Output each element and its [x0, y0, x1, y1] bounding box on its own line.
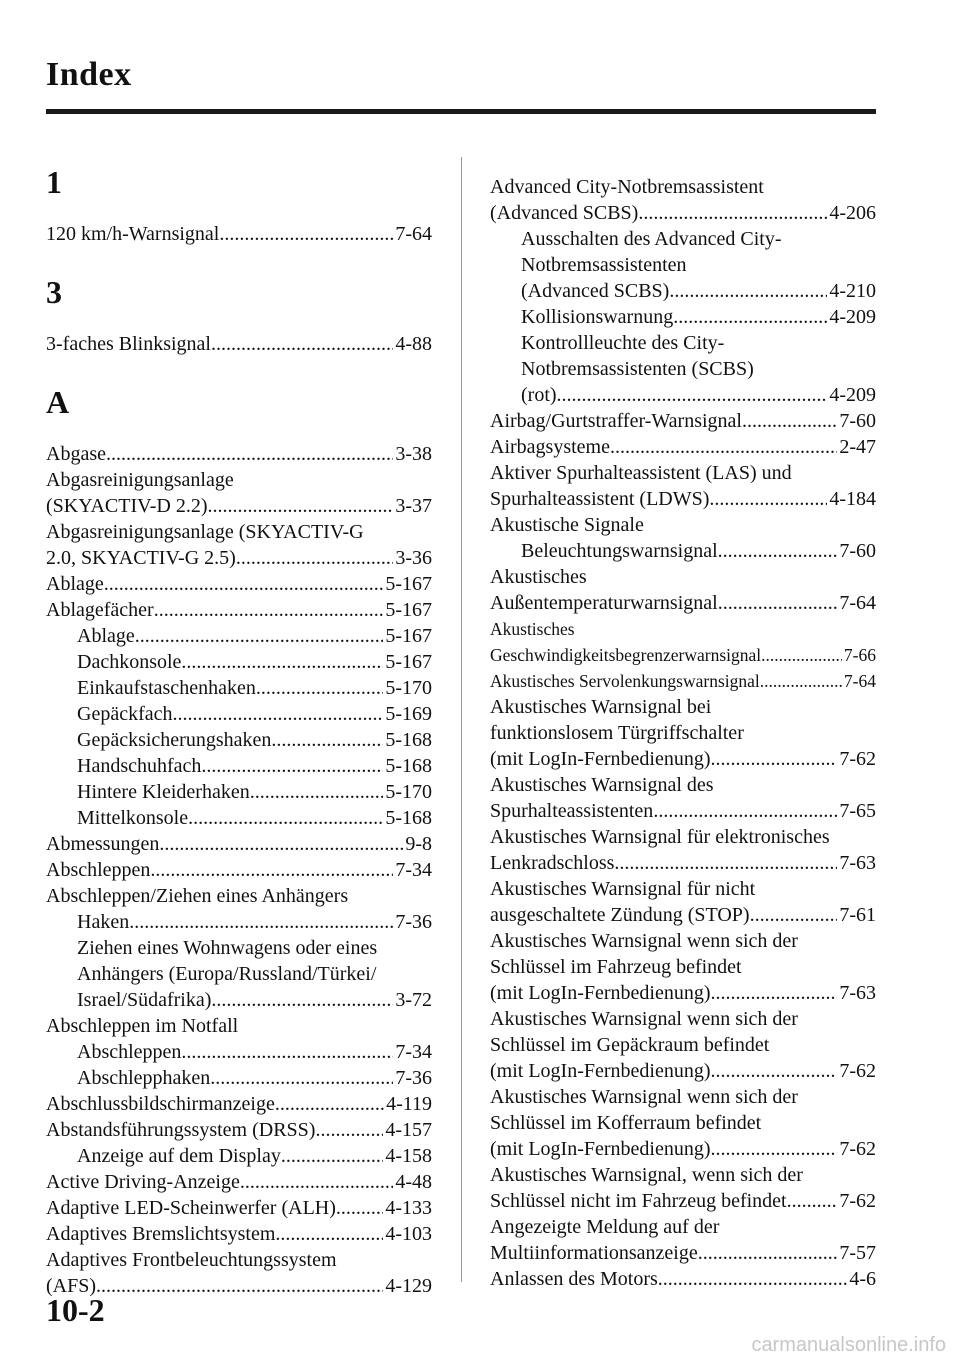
index-subentry: Handschuhfach ..... 5-168 — [46, 753, 432, 779]
page-reference: 9-8 — [405, 833, 432, 855]
index-entry: Abstandsführungssystem (DRSS) ..... 4-157 — [46, 1117, 432, 1143]
section-heading-a: A — [46, 384, 70, 420]
page-reference: 7-62 — [839, 1060, 876, 1082]
index-entry-text: Abgasreinigungsanlage (SKYACTIV-G — [46, 521, 364, 543]
index-entry: (AFS) ..... 4-129 — [46, 1273, 432, 1299]
index-entry: Spurhalteassistenten ..... 7-65 — [490, 798, 876, 824]
page-reference: 7-57 — [839, 1242, 876, 1264]
page-reference: 4-88 — [395, 333, 432, 355]
index-entry: Anlassen des Motors ..... 4-6 — [490, 1266, 876, 1292]
index-column-right — [490, 174, 876, 1292]
page-reference: 7-34 — [395, 1041, 432, 1063]
index-column-left — [46, 163, 432, 1299]
index-subentry-text: Kontrollleuchte des City- — [521, 332, 725, 354]
index-entry: Adaptives Bremslichtsystem ..... 4-103 — [46, 1221, 432, 1247]
index-entry-text: Abgasreinigungsanlage — [46, 469, 234, 491]
page-reference: 4-103 — [385, 1223, 432, 1245]
page-reference: 7-61 — [839, 904, 876, 926]
page-title: Index — [46, 56, 132, 93]
page-reference: 4-48 — [395, 1171, 432, 1193]
page-reference: 5-167 — [385, 625, 432, 647]
page-reference: 2-47 — [839, 436, 876, 458]
index-entry-text: Angezeigte Meldung auf der — [490, 1216, 720, 1238]
page-reference: 7-64 — [843, 671, 876, 691]
page-reference: 7-63 — [839, 982, 876, 1004]
index-subentry: Anzeige auf dem Display ..... 4-158 — [46, 1143, 432, 1169]
index-entry: Adaptive LED-Scheinwerfer (ALH) ..... 4-133 — [46, 1195, 432, 1221]
index-entry-text: Abschleppen im Notfall — [46, 1015, 239, 1037]
page-reference: 5-170 — [385, 781, 432, 803]
page-reference: 7-66 — [843, 645, 876, 665]
page-reference: 5-168 — [385, 755, 432, 777]
page-reference: 5-170 — [385, 677, 432, 699]
index-entry: 3-faches Blinksignal ..... 4-88 — [46, 331, 432, 357]
index-subentry: Dachkonsole ..... 5-167 — [46, 649, 432, 675]
index-entry-text: Akustisches Warnsignal bei — [490, 696, 712, 718]
index-subentry: Ablage ..... 5-167 — [46, 623, 432, 649]
index-subentry: (rot) ..... 4-209 — [490, 382, 876, 408]
page-reference: 7-63 — [839, 852, 876, 874]
page-reference: 4-210 — [829, 280, 876, 302]
index-entry: (SKYACTIV-D 2.2) ..... 3-37 — [46, 493, 432, 519]
page-reference: 5-167 — [385, 651, 432, 673]
page-reference: 4-133 — [385, 1197, 432, 1219]
page-reference: 7-65 — [839, 800, 876, 822]
index-entry: (mit LogIn-Fernbedienung) ..... 7-62 — [490, 1058, 876, 1084]
index-entry-text: Schlüssel im Fahrzeug befindet — [490, 956, 742, 978]
page-reference: 7-36 — [395, 1067, 432, 1089]
index-entry: Abschleppen ..... 7-34 — [46, 857, 432, 883]
index-entry: Active Driving-Anzeige ..... 4-48 — [46, 1169, 432, 1195]
index-entry: Außentemperaturwarnsignal ..... 7-64 — [490, 590, 876, 616]
section-heading-1: 1 — [46, 164, 62, 200]
index-entry-text: Advanced City-Notbremsassistent — [490, 176, 764, 198]
index-entry-text: Aktiver Spurhalteassistent (LAS) und — [490, 462, 792, 484]
index-entry: Multiinformationsanzeige ..... 7-57 — [490, 1240, 876, 1266]
index-entry: (mit LogIn-Fernbedienung) ..... 7-63 — [490, 980, 876, 1006]
page-reference: 7-60 — [839, 410, 876, 432]
index-subentry: Abschlepphaken ..... 7-36 — [46, 1065, 432, 1091]
page-reference: 4-209 — [829, 384, 876, 406]
page-reference: 5-168 — [385, 729, 432, 751]
index-subentry: (Advanced SCBS) ..... 4-210 — [490, 278, 876, 304]
page-reference: 7-62 — [839, 1190, 876, 1212]
index-entry-text: Akustisches Warnsignal wenn sich der — [490, 930, 798, 952]
index-entry: ausgeschaltete Zündung (STOP) ..... 7-61 — [490, 902, 876, 928]
page-reference: 4-129 — [385, 1275, 432, 1297]
page-number: 10-2 — [46, 1292, 105, 1328]
title-rule — [46, 109, 876, 114]
index-subentry-text: Ausschalten des Advanced City- — [521, 228, 782, 250]
index-entry-text: Adaptives Frontbeleuchtungssystem — [46, 1249, 337, 1271]
index-subentry: Gepäcksicherungshaken ..... 5-168 — [46, 727, 432, 753]
page-reference: 7-34 — [395, 859, 432, 881]
index-entry-text: Akustisches Warnsignal für nicht — [490, 878, 756, 900]
page-reference: 3-72 — [395, 989, 432, 1011]
index-entry: Schlüssel nicht im Fahrzeug befindet ..... 7-62 — [490, 1188, 876, 1214]
index-entry: 2.0, SKYACTIV-G 2.5) ..... 3-36 — [46, 545, 432, 571]
index-subentry: Hintere Kleiderhaken ..... 5-170 — [46, 779, 432, 805]
index-entry-text: Akustisches Warnsignal, wenn sich der — [490, 1164, 803, 1186]
index-entry-text: Akustische Signale — [490, 514, 644, 536]
index-entry: Akustisches Servolenkungswarnsignal ..... 7-64 — [490, 668, 876, 694]
section-heading-3: 3 — [46, 274, 62, 310]
index-subentry: Israel/Südafrika) ..... 3-72 — [46, 987, 432, 1013]
index-entry: Abgase ..... 3-38 — [46, 441, 432, 467]
index-entry: (mit LogIn-Fernbedienung) ..... 7-62 — [490, 1136, 876, 1162]
index-subentry-text: Notbremsassistenten — [521, 254, 687, 276]
index-entry: Spurhalteassistent (LDWS) ..... 4-184 — [490, 486, 876, 512]
index-entry-text: Akustisches Warnsignal wenn sich der — [490, 1008, 798, 1030]
index-entry: Airbagsysteme ..... 2-47 — [490, 434, 876, 460]
index-entry: Abschlussbildschirmanzeige ..... 4-119 — [46, 1091, 432, 1117]
index-entry: Lenkradschloss ..... 7-63 — [490, 850, 876, 876]
index-subentry: Gepäckfach ..... 5-169 — [46, 701, 432, 727]
index-entry-text: Akustisches — [490, 566, 587, 588]
page-reference: 4-209 — [829, 306, 876, 328]
column-divider — [461, 157, 462, 1282]
page-reference: 7-64 — [395, 223, 432, 245]
index-entry-text: Akustisches Warnsignal wenn sich der — [490, 1086, 798, 1108]
page-reference: 7-64 — [839, 592, 876, 614]
page-reference: 7-62 — [839, 748, 876, 770]
page-reference: 7-62 — [839, 1138, 876, 1160]
index-entry: 120 km/h-Warnsignal ..... 7-64 — [46, 221, 432, 247]
index-entry-text: Schlüssel im Gepäckraum befindet — [490, 1034, 770, 1056]
page-reference: 3-38 — [395, 443, 432, 465]
index-subentry-text: Notbremsassistenten (SCBS) — [521, 358, 754, 380]
index-entry: Abmessungen ..... 9-8 — [46, 831, 432, 857]
page-reference: 7-60 — [839, 540, 876, 562]
page-reference: 5-168 — [385, 807, 432, 829]
page-reference: 5-167 — [385, 599, 432, 621]
index-subentry-text: Anhängers (Europa/Russland/Türkei/ — [77, 963, 377, 985]
page-reference: 3-36 — [395, 547, 432, 569]
index-subentry: Beleuchtungswarnsignal ..... 7-60 — [490, 538, 876, 564]
index-subentry: Haken ..... 7-36 — [46, 909, 432, 935]
index-subentry-text: Ziehen eines Wohnwagens oder eines — [77, 937, 378, 959]
index-entry: Ablagefächer ..... 5-167 — [46, 597, 432, 623]
page-reference: 4-157 — [385, 1119, 432, 1141]
index-entry: (Advanced SCBS) ..... 4-206 — [490, 200, 876, 226]
index-entry: (mit LogIn-Fernbedienung) ..... 7-62 — [490, 746, 876, 772]
page-reference: 3-37 — [395, 495, 432, 517]
page-reference: 4-206 — [829, 202, 876, 224]
page-reference: 5-169 — [385, 703, 432, 725]
index-subentry: Abschleppen ..... 7-34 — [46, 1039, 432, 1065]
index-entry-text: Akustisches Warnsignal des — [490, 774, 714, 796]
page-reference: 4-158 — [385, 1145, 432, 1167]
index-entry-text: Schlüssel im Kofferraum befindet — [490, 1112, 762, 1134]
page-reference: 4-184 — [829, 488, 876, 510]
index-subentry: Kollisionswarnung ..... 4-209 — [490, 304, 876, 330]
index-entry-text: Akustisches Warnsignal für elektronisches — [490, 826, 830, 848]
index-entry-text: funktionslosem Türgriffschalter — [490, 722, 744, 744]
page-reference: 4-6 — [849, 1268, 876, 1290]
index-entry-text: Akustisches — [490, 619, 575, 639]
index-entry: Geschwindigkeitsbegrenzerwarnsignal ..... 7-66 — [490, 642, 876, 668]
index-entry-text: Abschleppen/Ziehen eines Anhängers — [46, 885, 349, 907]
page-reference: 5-167 — [385, 573, 432, 595]
page-reference: 4-119 — [386, 1093, 432, 1115]
index-subentry: Einkaufstaschenhaken ..... 5-170 — [46, 675, 432, 701]
index-entry: Airbag/Gurtstraffer-Warnsignal ..... 7-60 — [490, 408, 876, 434]
watermark: carmanualsonline.info — [751, 1334, 946, 1356]
index-entry: Ablage ..... 5-167 — [46, 571, 432, 597]
page-reference: 7-36 — [395, 911, 432, 933]
index-subentry: Mittelkonsole ..... 5-168 — [46, 805, 432, 831]
